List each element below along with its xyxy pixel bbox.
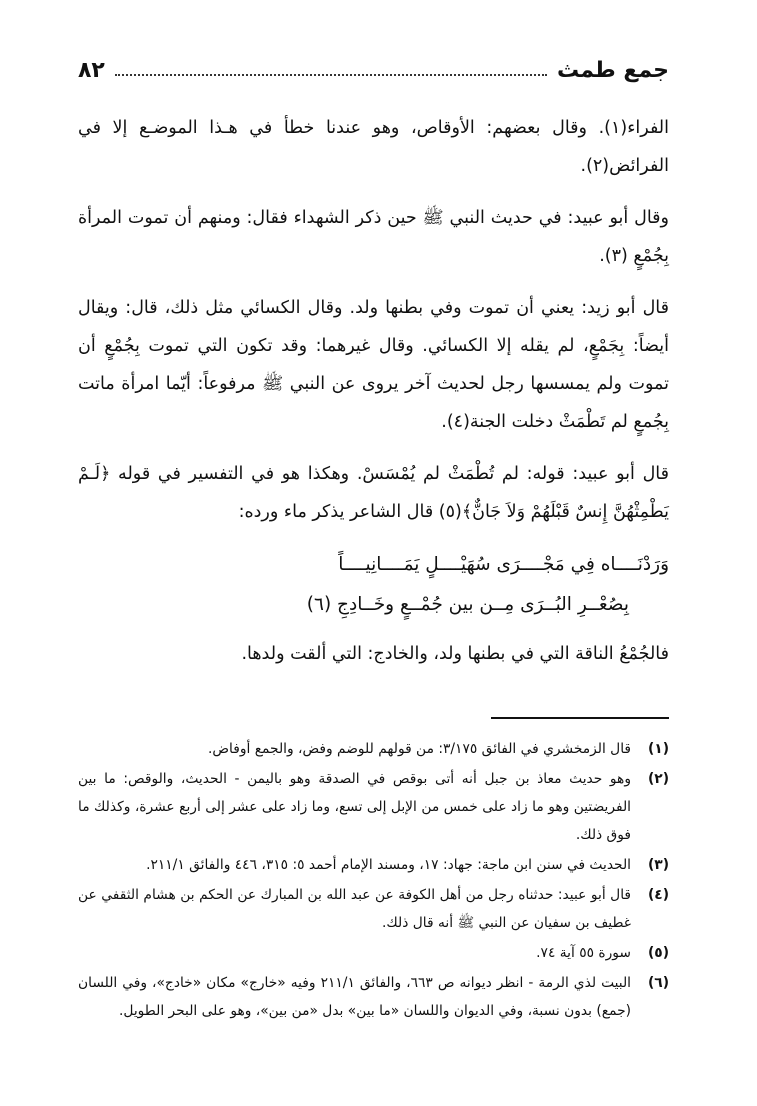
footnote-text: قال الزمخشري في الفائق ٣/١٧٥: من قولهم للوضم وفض، والجمع أوفاض. (207, 741, 631, 757)
footnote-text: وهو حديث معاذ بن جبل أنه أتى بوقص في الصدقة وهو باليمن - الحديث، والوقص: ما بين الفريضتين وهو ما زاد على خمس من الإبل إلى تسع، وما زاد على عشر إلى أربع عشرة، وكذلك ما فوق ذلك. (78, 771, 631, 843)
paragraph-3: قال أبو زيد: يعني أن تموت وفي بطنها ولد. وقال الكسائي مثل ذلك، قال: ويقال أيضاً: بِجَمْعٍ، لم يقله إلا الكسائي. وقال غيرهما: وقد تكون التي تموت بِجُمْعٍ أن تموت ولم يمسسها رجل لحديث آخر يروى عن النبي ﷺ مرفوعاً: أيّما امرأة ماتت بِجُمعٍ لم تَطْمَثْ دخلت الجنة(٤). (78, 298, 669, 432)
footnote-item (78, 765, 669, 849)
poem-verse-second-hemistich: بِصُعْــرِ البُــرَى مِــن بين جُمْــعٍ وخَــادِجِ (٦) (306, 594, 629, 615)
footnote-item (78, 969, 669, 1025)
running-header (78, 58, 669, 83)
paragraph-2: وقال أبو عبيد: في حديث النبي ﷺ حين ذكر الشهداء فقال: ومنهم أن تموت المرأة بِجُمْعٍ (٣). (78, 208, 669, 266)
footnote-text: الحديث في سنن ابن ماجة: جهاد: ١٧، ومسند الإمام أحمد ٥: ٣١٥، ٤٤٦ والفائق ٢١١/١. (146, 857, 631, 873)
footnote-number: (٣) (647, 857, 669, 873)
footnote-number: (٦) (647, 975, 669, 991)
poem-verse-first-hemistich: وَرَدْنَــــاه فِي مَجْــــرَى سُهَيْــــلٍ يَمَــــانِيــــاً (338, 554, 669, 575)
footnote-text: سورة ٥٥ آية ٧٤. (536, 945, 631, 961)
paragraph-4: قال أبو عبيد: قوله: لم تُطْمَثْ لم يُمْسَسْ. وهكذا هو في التفسير في قوله ﴿لَـمْ يَطْمِثْهُنَّ إِنسٌ قَبْلَهُمْ وَلاَ جَانٌّ﴾(٥) قال الشاعر يذكر ماء ورده: (78, 464, 669, 522)
footnote-number: (١) (647, 741, 669, 757)
footnote-separator (491, 717, 669, 719)
footnote-item (78, 851, 669, 879)
footnote-number: (٢) (647, 771, 669, 787)
footnote-item (78, 881, 669, 937)
footnote-text: قال أبو عبيد: حدثناه رجل من أهل الكوفة عن عبد الله بن المبارك عن الحكم بن هشام الثقفي عن غطيف بن سفيان عن النبي ﷺ أنه قال ذلك. (78, 887, 631, 931)
paragraph-5: فالجُمْعُ الناقة التي في بطنها ولد، والخادج: التي ألقت ولدها. (241, 644, 669, 664)
footnote-item (78, 939, 669, 967)
footnote-number: (٤) (647, 887, 669, 903)
header-title: جمع طمث (556, 58, 669, 83)
main-text (78, 109, 669, 673)
footnote-text: البيت لذي الرمة - انظر ديوانه ص ٦٦٣، والفائق ٢١١/١ وفيه «خارج» مكان «خادج»، وفي اللسان (جمع) بدون نسبة، وفي الديوان واللسان «ما بين» بدل «من بين»، وهو على البحر الطويل. (78, 975, 631, 1019)
paragraph-1: الفراء(١). وقال بعضهم: الأوقاص، وهو عندنا خطأ في هـذا الموضـع إلا في الفرائض(٢). (78, 118, 669, 176)
page-number: ٨٢ (78, 58, 105, 83)
footnote-number: (٥) (647, 945, 669, 961)
footnotes (78, 735, 669, 1025)
footnote-item (78, 735, 669, 763)
header-dotted-rule (115, 74, 547, 76)
